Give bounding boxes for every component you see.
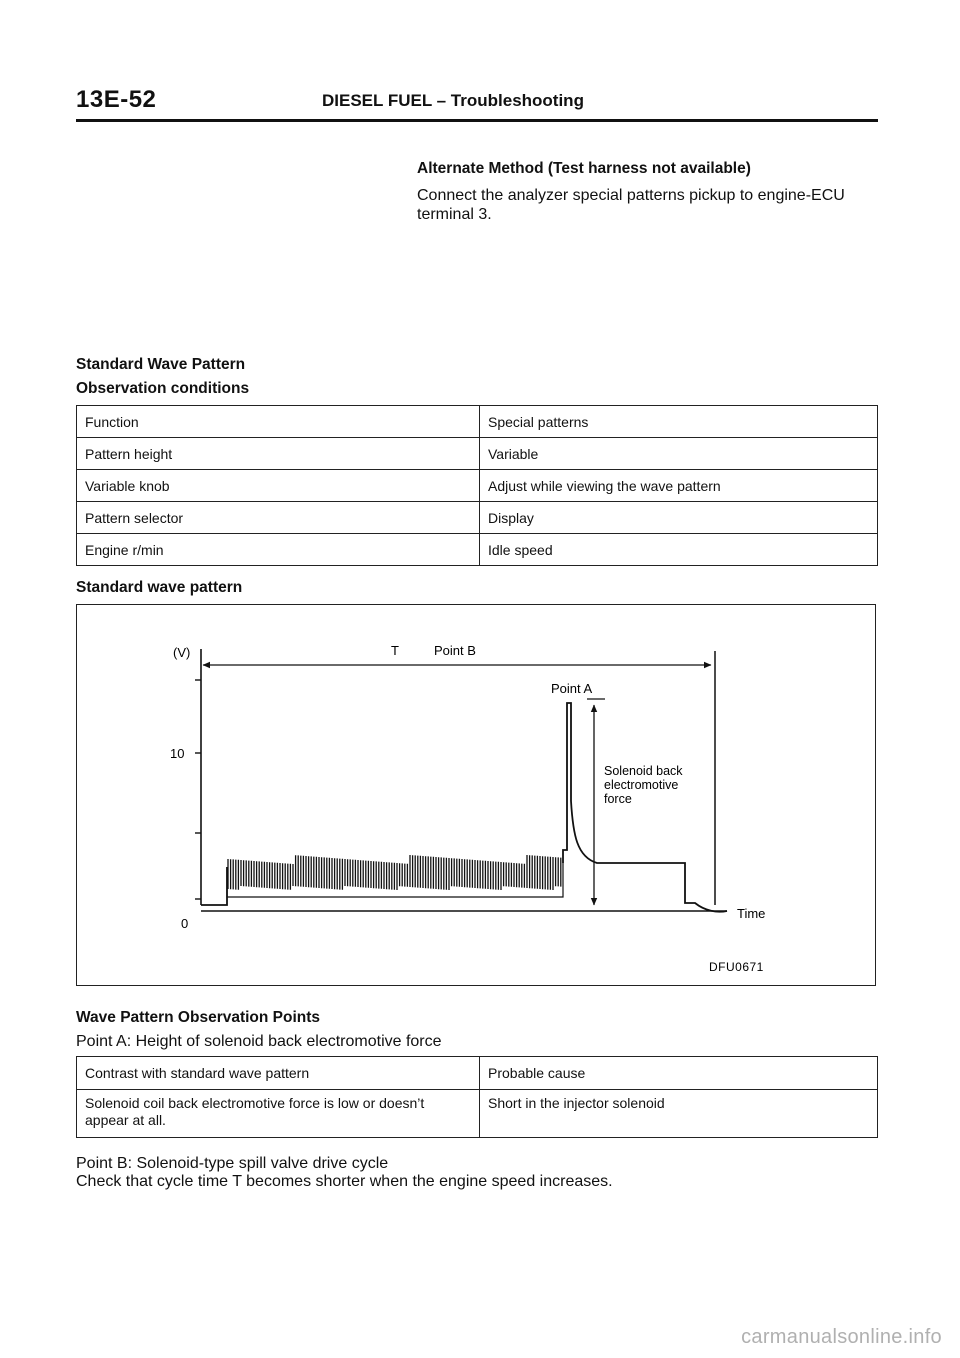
table-row <box>77 1090 878 1138</box>
condition-item: Engine r/min <box>77 534 480 566</box>
annotation-line2: electromotive <box>604 778 679 792</box>
alternate-method-line1: Connect the analyzer special patterns pickup to engine-ECU <box>417 187 845 204</box>
waveform-heading: Standard wave pattern <box>76 579 243 596</box>
table-row <box>77 1057 878 1090</box>
condition-item: Pattern height <box>77 438 480 470</box>
page-title: DIESEL FUEL – Troubleshooting <box>322 91 584 110</box>
condition-value: Display <box>480 502 878 534</box>
conditions-table <box>76 405 878 566</box>
drive-pulses <box>228 855 561 890</box>
x-axis-label: Time <box>737 906 766 921</box>
alternate-method-text <box>417 186 845 224</box>
point-b-description <box>76 1155 613 1191</box>
condition-value: Special patterns <box>480 406 878 438</box>
t-label: T <box>391 643 399 658</box>
contrast-line1: Solenoid coil back electromotive force is low or doesn’t <box>85 1095 425 1111</box>
point-b-line1: Point B: Solenoid-type spill valve drive cycle <box>76 1155 389 1172</box>
observation-conditions-heading: Observation conditions <box>76 380 250 397</box>
drive-pulse-train <box>227 855 563 897</box>
table-row <box>77 534 878 566</box>
table-row <box>77 406 878 438</box>
point-b-line2: Check that cycle time T becomes shorter when the engine speed increases. <box>76 1173 613 1190</box>
page-number: 13E-52 <box>76 86 157 113</box>
table-row <box>77 502 878 534</box>
point-a-description: Point A: Height of solenoid back electromotive force <box>76 1033 442 1050</box>
table-header-contrast: Contrast with standard wave pattern <box>77 1057 480 1090</box>
waveform-diagram <box>77 605 875 985</box>
point-a-label: Point A <box>551 681 593 696</box>
standard-wave-heading: Standard Wave Pattern <box>76 356 246 373</box>
table-header-cause: Probable cause <box>480 1057 878 1090</box>
condition-item: Pattern selector <box>77 502 480 534</box>
contrast-cell <box>77 1090 480 1138</box>
point-b-label: Point B <box>434 643 476 658</box>
annotation-line1: Solenoid back <box>604 764 683 778</box>
cause-cell: Short in the injector solenoid <box>480 1090 878 1138</box>
alternate-method-line2: terminal 3. <box>417 206 492 223</box>
contrast-line2: appear at all. <box>85 1112 166 1128</box>
figure-code: DFU0671 <box>709 960 764 974</box>
waveform-figure <box>76 604 876 986</box>
condition-item: Variable knob <box>77 470 480 502</box>
observation-points-heading: Wave Pattern Observation Points <box>76 1009 321 1026</box>
annotation-line3: force <box>604 792 632 806</box>
condition-value: Idle speed <box>480 534 878 566</box>
table-row <box>77 438 878 470</box>
y-tick-label-10: 10 <box>170 746 185 761</box>
table-row <box>77 470 878 502</box>
y-unit-label: (V) <box>173 645 191 660</box>
observation-table <box>76 1056 878 1138</box>
condition-value: Adjust while viewing the wave pattern <box>480 470 878 502</box>
condition-item: Function <box>77 406 480 438</box>
alternate-method-heading: Alternate Method (Test harness not available) <box>417 160 751 177</box>
condition-value: Variable <box>480 438 878 470</box>
watermark: carmanualsonline.info <box>741 1326 942 1348</box>
y-tick-label-0: 0 <box>181 916 189 931</box>
header-rule <box>76 119 878 122</box>
